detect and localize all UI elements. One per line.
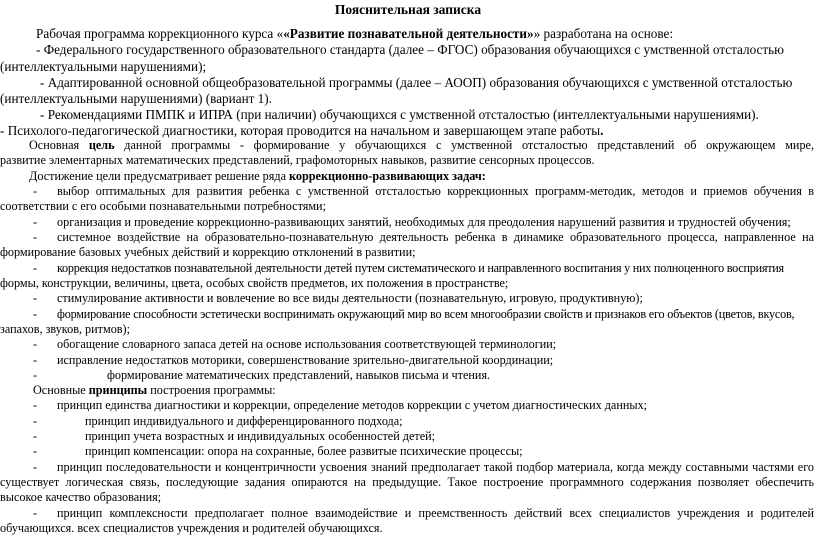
task-1-line-2: соответствии с его особыми познавательными потребностями;	[0, 199, 326, 214]
task-4-line-1: коррекция недостатков познавательной деятельности детей путем систематического и направленного воспитания у них полноценного восприятия	[57, 260, 784, 275]
list-dash: -	[33, 413, 38, 428]
principle-6-line-2: обучающихся. всех специалистов учреждения и родителей обучающихся.	[0, 521, 383, 535]
task-8: исправление недостатков моторики, совершенствование зрительно-двигательной координации;	[57, 352, 554, 367]
principles-keyword: принципы	[88, 383, 148, 398]
list-dash: -	[33, 214, 38, 229]
list-dash: -	[33, 291, 38, 306]
principle-1: принцип единства диагностики и коррекции, определение методов коррекции с учетом диагностических данных;	[57, 398, 648, 413]
intro-text-end: » разработана на основе:	[533, 26, 674, 41]
list-dash: -	[33, 367, 38, 382]
principle-3: принцип учета возрастных и индивидуальных особенностей детей;	[85, 429, 436, 444]
basis-aoop-line-1: - Адаптированной основной общеобразовательной программы (далее – АООП) образования обучающихся с умственной отсталостью	[40, 74, 793, 90]
principles-intro-text: Основные	[33, 383, 89, 398]
principle-5-line-2: существует логическая связь, последующие задания опираются на предыдущие. Такое построение программного содержания позволяет обеспечить	[0, 475, 814, 489]
psych-dot: .	[600, 122, 604, 138]
intro-text: Рабочая программа коррекционного курса «	[36, 26, 284, 41]
page-title: Пояснительная записка	[334, 2, 482, 17]
task-9: формирование математических представлений, навыков письма и чтения.	[107, 367, 491, 382]
list-dash: -	[33, 352, 38, 367]
task-3-line-2: формирование базовых учебных действий и коррекцию отклонений в развитии;	[0, 245, 416, 260]
basis-fgos-line-1: - Федерального государственного образовательного стандарта (далее – ФГОС) образования обучающихся с умственной отсталостью	[36, 42, 784, 58]
basis-psych-diagnostics	[0, 123, 603, 138]
principle-6-line-1: принцип комплексности предполагает полное взаимодействие и преемственность действий всех специалистов учреждения и родителей	[57, 505, 814, 520]
principle-5-line-1: принцип последовательности и концентричности усвоения знаний предполагает такой подбор материала, когда между составными частями его	[57, 459, 814, 474]
goal-keyword: цель	[88, 138, 115, 152]
course-name: «Развитие познавательной деятельности»	[283, 26, 534, 41]
list-dash: -	[33, 444, 38, 459]
tasks-intro	[29, 169, 486, 184]
goal-pre: Основная	[29, 138, 89, 152]
tasks-intro-bold: коррекционно-развивающих задач:	[289, 168, 486, 183]
goal-text: данной программы - формирование у обучающихся с умственной отсталостью представлений об окружающем мире,	[114, 138, 814, 152]
list-dash: -	[33, 398, 38, 413]
principle-5-line-3: высокое качество образования;	[0, 490, 162, 505]
goal-line-1	[29, 138, 814, 153]
principles-intro-end: построения программы:	[147, 383, 276, 398]
task-4-line-2: формы, конструкции, величины, цвета, особых свойств предметов, их положения в пространстве;	[0, 275, 509, 290]
list-dash: -	[33, 184, 38, 198]
task-5: стимулирование активности и вовлечение во все виды деятельности (познавательную, игровую, продуктивную);	[57, 291, 643, 306]
list-dash: -	[33, 229, 38, 244]
list-dash: -	[33, 429, 38, 444]
principle-4: принцип компенсации: опора на сохранные, более развитые психические процессы;	[85, 444, 523, 459]
tasks-intro-text: Достижение цели предусматривает решение ряда	[29, 168, 290, 183]
list-dash: -	[33, 337, 38, 352]
task-1-line-1: выбор оптимальных для развития ребенка с умственной отсталостью коррекционных программ-методик, методов и приемов обучения в	[57, 184, 814, 198]
intro-paragraph	[36, 26, 673, 41]
task-6-line-2: запахов, звуков, ритмов);	[0, 321, 131, 336]
task-2: организация и проведение коррекционно-развивающих занятий, необходимых для преодоления нарушений развития и трудностей обучения;	[57, 214, 791, 229]
list-dash: -	[33, 306, 38, 321]
principle-2: принцип индивидуального и дифференцированного подхода;	[85, 413, 403, 428]
basis-aoop-line-2: (интеллектуальными нарушениями) (вариант 1).	[0, 91, 272, 107]
goal-line-2: развитие элементарных математических представлений, графомоторных навыков, развитие сенсорных процессов.	[0, 153, 595, 168]
psych-text: - Психолого-педагогической диагностики, которая проводится на начальном и завершающем этапе работы	[0, 122, 601, 138]
principles-intro	[33, 383, 276, 398]
task-6-line-1: формирование способности эстетически воспринимать окружающий мир во всем многообразии свойств и признаков его объектов (цветов, вкусов,	[57, 306, 795, 321]
basis-fgos-line-2: (интеллектуальными нарушениями);	[0, 58, 207, 74]
list-dash: -	[33, 505, 38, 520]
task-7: обогащение словарного запаса детей на основе использования соответствующей терминологии;	[57, 337, 557, 352]
basis-pmpk: - Рекомендациями ПМПК и ИПРА (при наличии) обучающихся с умственной отсталостью (интеллектуальными нарушениями).	[40, 107, 759, 123]
task-3-line-1: системное воздействие на образовательно-познавательную деятельность ребенка в динамике образовательного процесса, направленное на	[57, 229, 814, 244]
list-dash: -	[33, 260, 38, 275]
list-dash: -	[33, 459, 38, 474]
